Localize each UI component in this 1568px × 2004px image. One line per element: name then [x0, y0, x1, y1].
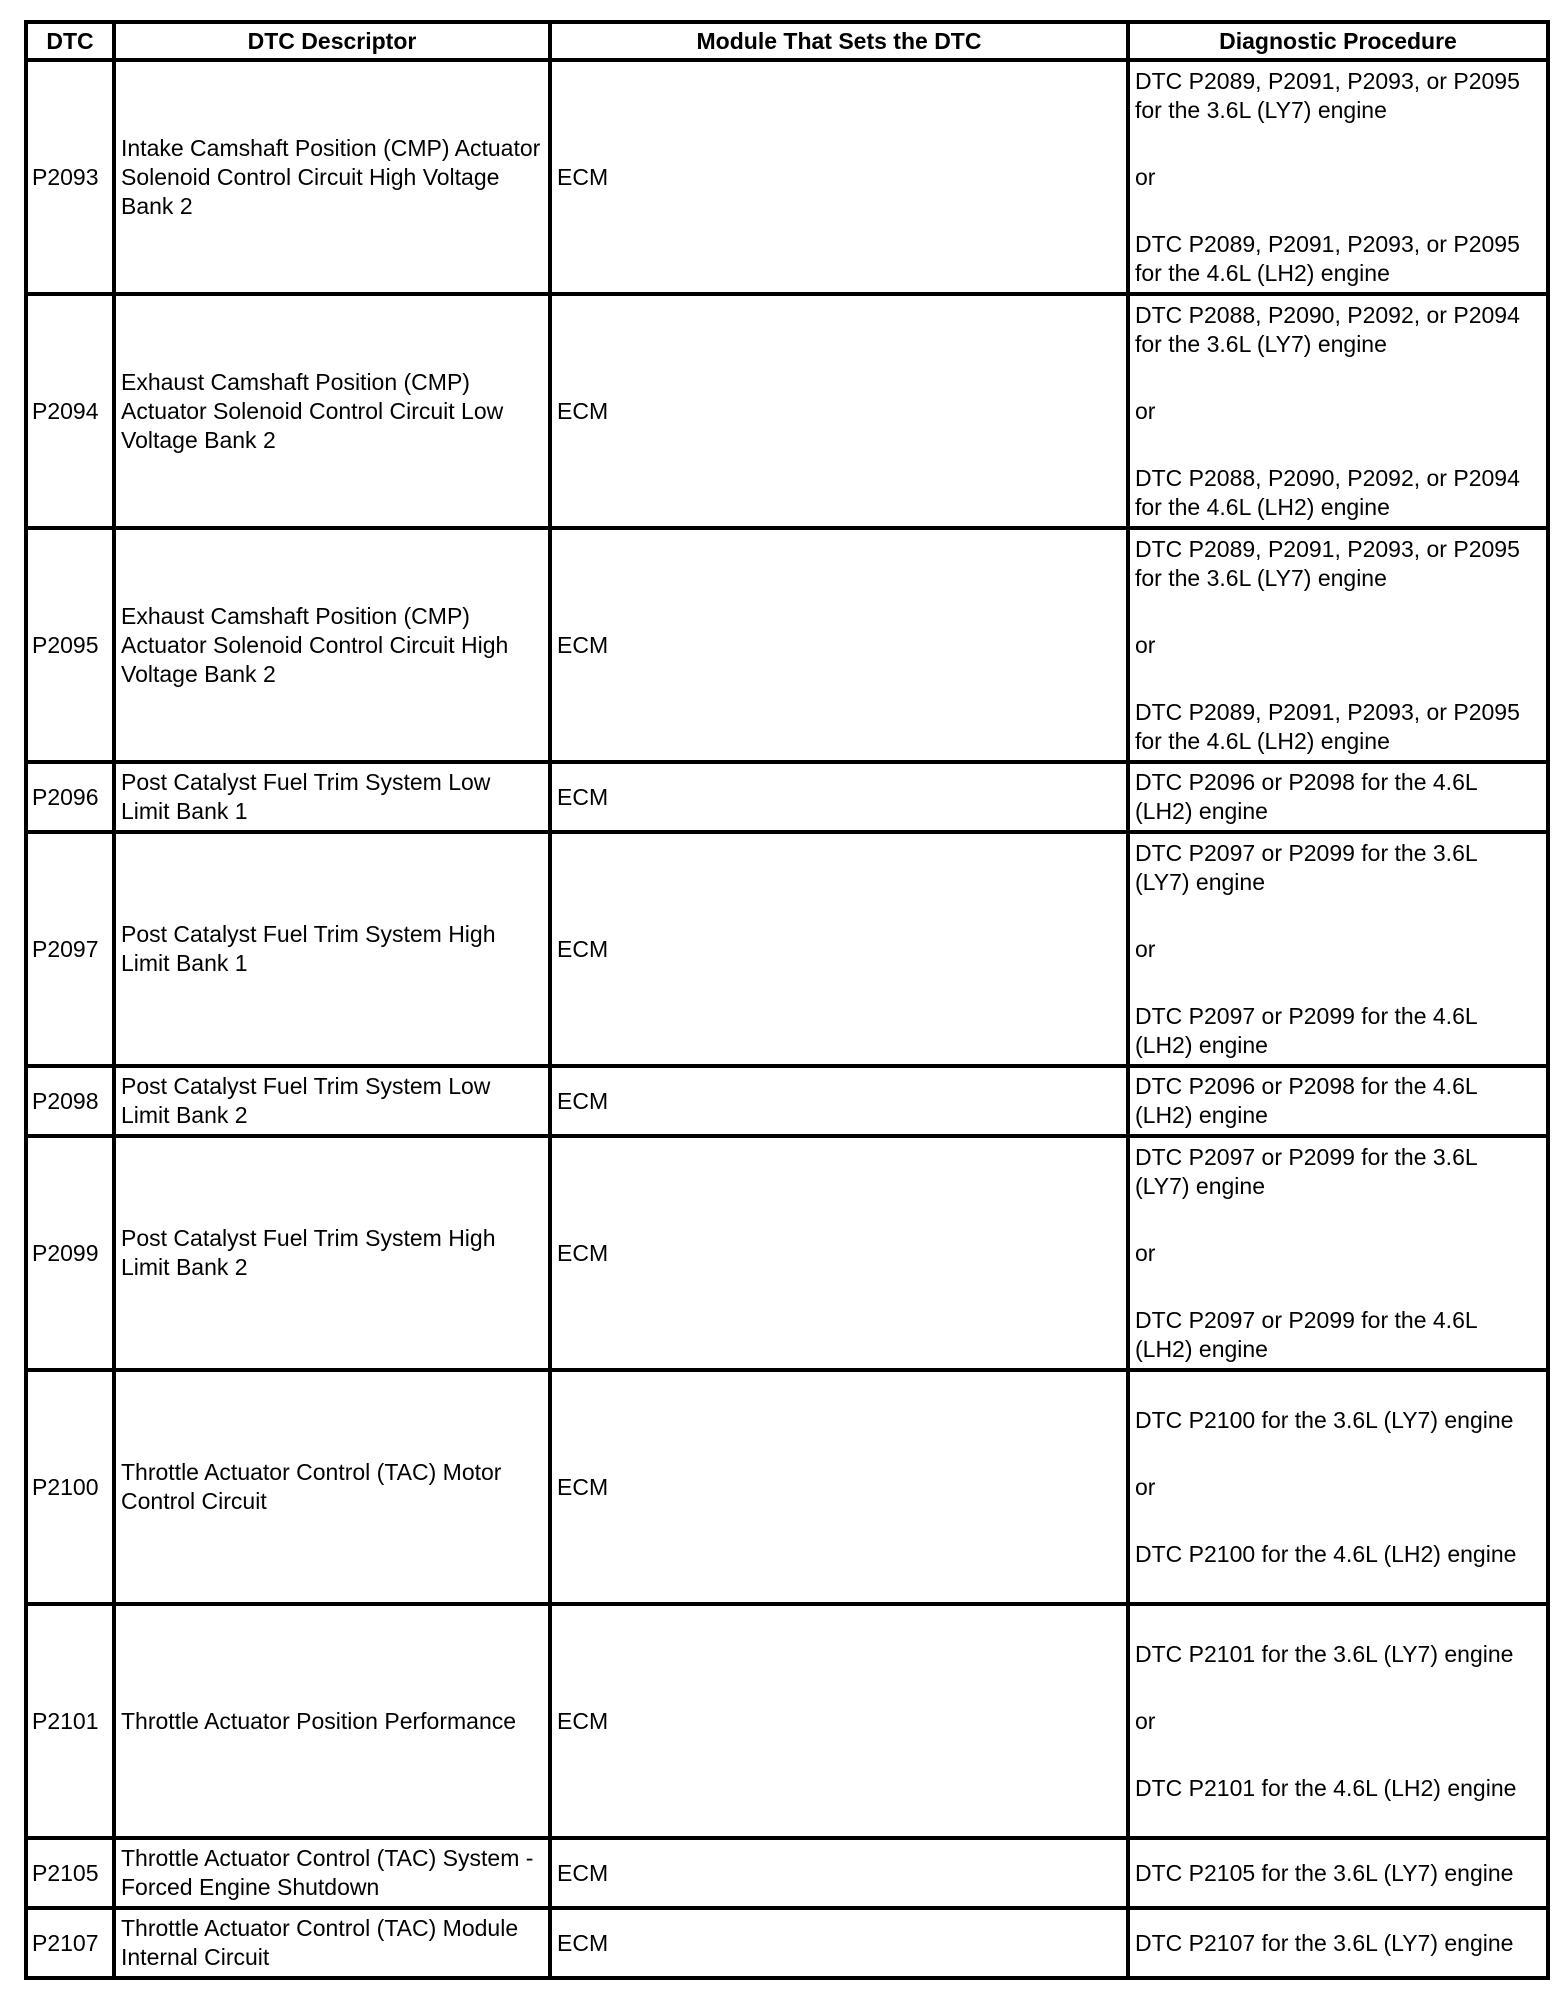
module-cell: ECM — [550, 294, 1128, 528]
header-dtc: DTC — [26, 22, 114, 60]
diagnostic-procedure-cell — [1128, 1604, 1548, 1838]
dtc-descriptor-cell: Post Catalyst Fuel Trim System Low Limit Bank 2 — [114, 1066, 550, 1136]
table-row — [26, 1370, 1548, 1604]
dtc-descriptor-cell: Exhaust Camshaft Position (CMP) Actuator Solenoid Control Circuit High Voltage Bank 2 — [114, 528, 550, 762]
diagnostic-procedure-cell — [1128, 1066, 1548, 1136]
dtc-descriptor-cell: Exhaust Camshaft Position (CMP) Actuator Solenoid Control Circuit Low Voltage Bank 2 — [114, 294, 550, 528]
procedure-link-text: DTC P2089, P2091, P2093, or P2095 for the 3.6L (LY7) engine — [1135, 535, 1520, 591]
diagnostic-procedure-cell — [1128, 60, 1548, 294]
diagnostic-procedure-cell — [1128, 1908, 1548, 1978]
procedure-link-text: DTC P2100 for the 4.6L (LH2) engine — [1135, 1540, 1517, 1567]
module-cell: ECM — [550, 60, 1128, 294]
table-row — [26, 1604, 1548, 1838]
dtc-code-cell: P2097 — [26, 832, 114, 1066]
dtc-code-cell: P2105 — [26, 1838, 114, 1908]
procedure-or-separator: or — [1135, 935, 1156, 962]
procedure-link-text: DTC P2100 for the 3.6L (LY7) engine — [1135, 1406, 1514, 1433]
procedure-or-separator: or — [1135, 1239, 1156, 1266]
diagnostic-procedure-cell — [1128, 1838, 1548, 1908]
dtc-code-cell: P2099 — [26, 1136, 114, 1370]
diagnostic-procedure-cell — [1128, 1370, 1548, 1604]
procedure-link-text: DTC P2097 or P2099 for the 3.6L (LY7) engine — [1135, 1143, 1477, 1199]
procedure-link-text: DTC P2088, P2090, P2092, or P2094 for the 3.6L (LY7) engine — [1135, 301, 1520, 357]
procedure-link-text: DTC P2105 for the 3.6L (LY7) engine — [1135, 1859, 1514, 1886]
dtc-code-cell: P2095 — [26, 528, 114, 762]
procedure-or-separator: or — [1135, 397, 1156, 424]
procedure-or-separator: or — [1135, 163, 1156, 190]
table-row — [26, 528, 1548, 762]
header-descriptor: DTC Descriptor — [114, 22, 550, 60]
module-cell: ECM — [550, 1908, 1128, 1978]
diagnostic-procedure-cell — [1128, 1136, 1548, 1370]
procedure-link-text: DTC P2097 or P2099 for the 3.6L (LY7) engine — [1135, 839, 1477, 895]
diagnostic-procedure-cell — [1128, 528, 1548, 762]
dtc-code-cell: P2101 — [26, 1604, 114, 1838]
dtc-code-cell: P2096 — [26, 762, 114, 832]
module-cell: ECM — [550, 1838, 1128, 1908]
table-row — [26, 1066, 1548, 1136]
table-row — [26, 832, 1548, 1066]
procedure-link-text: DTC P2101 for the 4.6L (LH2) engine — [1135, 1774, 1517, 1801]
module-cell: ECM — [550, 832, 1128, 1066]
procedure-link-text: DTC P2096 or P2098 for the 4.6L (LH2) engine — [1135, 769, 1477, 824]
dtc-descriptor-cell: Throttle Actuator Position Performance — [114, 1604, 550, 1838]
dtc-descriptor-cell: Intake Camshaft Position (CMP) Actuator Solenoid Control Circuit High Voltage Bank 2 — [114, 60, 550, 294]
procedure-or-separator: or — [1135, 1473, 1156, 1500]
procedure-link-text: DTC P2088, P2090, P2092, or P2094 for the 4.6L (LH2) engine — [1135, 464, 1520, 520]
procedure-link-text: DTC P2097 or P2099 for the 4.6L (LH2) engine — [1135, 1002, 1477, 1058]
procedure-or-separator: or — [1135, 1707, 1156, 1734]
table-header-row — [26, 22, 1548, 60]
dtc-descriptor-cell: Throttle Actuator Control (TAC) System - Forced Engine Shutdown — [114, 1838, 550, 1908]
header-module: Module That Sets the DTC — [550, 22, 1128, 60]
module-cell: ECM — [550, 1136, 1128, 1370]
table-row — [26, 1136, 1548, 1370]
diagnostic-procedure-cell — [1128, 762, 1548, 832]
procedure-link-text: DTC P2096 or P2098 for the 4.6L (LH2) engine — [1135, 1073, 1477, 1128]
dtc-code-cell: P2100 — [26, 1370, 114, 1604]
procedure-link-text: DTC P2089, P2091, P2093, or P2095 for the 3.6L (LY7) engine — [1135, 67, 1520, 123]
table-row — [26, 1908, 1548, 1978]
module-cell: ECM — [550, 762, 1128, 832]
procedure-link-text: DTC P2089, P2091, P2093, or P2095 for the 4.6L (LH2) engine — [1135, 230, 1520, 286]
dtc-descriptor-cell: Post Catalyst Fuel Trim System High Limit Bank 2 — [114, 1136, 550, 1370]
dtc-code-cell: P2107 — [26, 1908, 114, 1978]
table-row — [26, 762, 1548, 832]
dtc-descriptor-cell: Post Catalyst Fuel Trim System Low Limit Bank 1 — [114, 762, 550, 832]
dtc-code-cell: P2093 — [26, 60, 114, 294]
dtc-table — [24, 20, 1550, 1980]
table-row — [26, 1838, 1548, 1908]
dtc-descriptor-cell: Throttle Actuator Control (TAC) Motor Control Circuit — [114, 1370, 550, 1604]
procedure-link-text: DTC P2089, P2091, P2093, or P2095 for the 4.6L (LH2) engine — [1135, 698, 1520, 754]
procedure-link-text: DTC P2097 or P2099 for the 4.6L (LH2) engine — [1135, 1306, 1477, 1362]
dtc-descriptor-cell: Throttle Actuator Control (TAC) Module Internal Circuit — [114, 1908, 550, 1978]
module-cell: ECM — [550, 1066, 1128, 1136]
procedure-link-text: DTC P2101 for the 3.6L (LY7) engine — [1135, 1640, 1514, 1667]
dtc-descriptor-cell: Post Catalyst Fuel Trim System High Limit Bank 1 — [114, 832, 550, 1066]
procedure-link-text: DTC P2107 for the 3.6L (LY7) engine — [1135, 1929, 1514, 1956]
dtc-code-cell: P2094 — [26, 294, 114, 528]
module-cell: ECM — [550, 528, 1128, 762]
table-row — [26, 294, 1548, 528]
dtc-code-cell: P2098 — [26, 1066, 114, 1136]
module-cell: ECM — [550, 1370, 1128, 1604]
header-procedure: Diagnostic Procedure — [1128, 22, 1548, 60]
diagnostic-procedure-cell — [1128, 294, 1548, 528]
procedure-or-separator: or — [1135, 631, 1156, 658]
table-row — [26, 60, 1548, 294]
diagnostic-procedure-cell — [1128, 832, 1548, 1066]
module-cell: ECM — [550, 1604, 1128, 1838]
